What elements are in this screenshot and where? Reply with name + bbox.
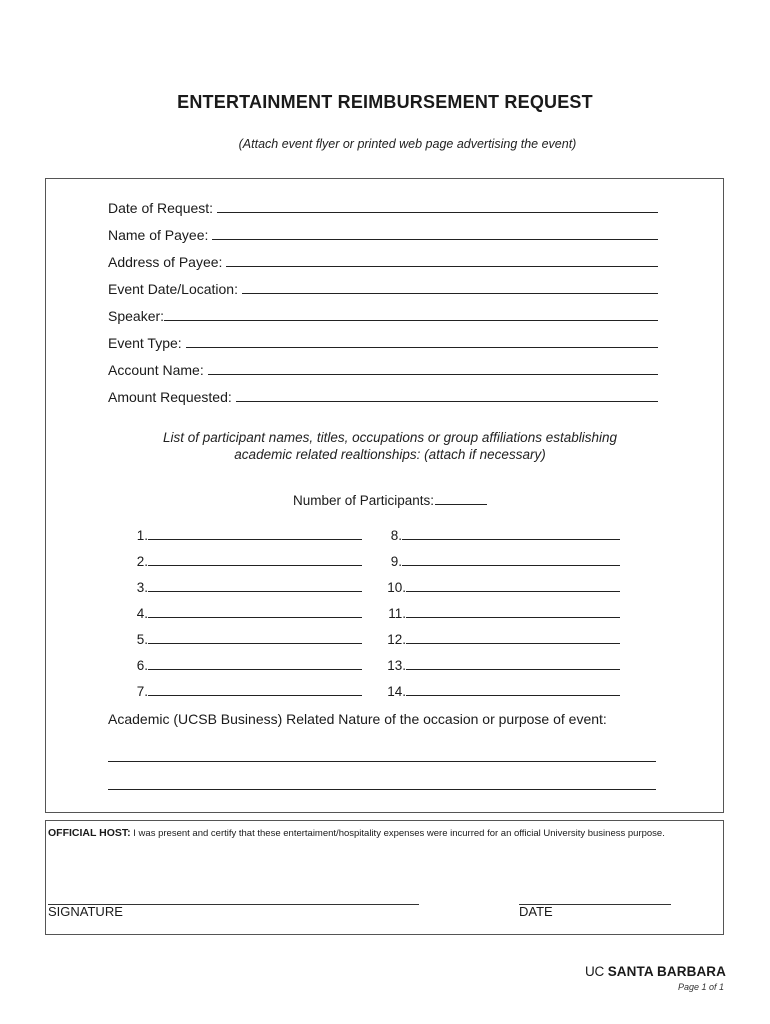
participant-number: 14. [387, 684, 406, 699]
participant-line[interactable] [148, 643, 362, 644]
participant-line[interactable] [148, 591, 362, 592]
event-date-location-field[interactable] [108, 277, 658, 297]
participant-line[interactable] [402, 539, 620, 540]
participant-line[interactable] [406, 591, 620, 592]
logo-santa-barbara: SANTA BARBARA [607, 964, 726, 979]
participant-line[interactable] [148, 565, 362, 566]
participant-instructions [108, 429, 672, 463]
participant-row[interactable] [380, 681, 620, 699]
participant-number: 3. [136, 580, 148, 595]
participant-number: 2. [136, 554, 148, 569]
account-name-field[interactable] [108, 358, 658, 378]
participant-line[interactable] [148, 617, 362, 618]
participant-number: 1. [136, 528, 148, 543]
instructions-line-2: academic related realtionships: (attach if necessary) [234, 447, 546, 462]
participant-number: 9. [390, 554, 402, 569]
field-input-line[interactable] [164, 319, 658, 321]
participant-line[interactable] [406, 669, 620, 670]
official-host-statement [48, 827, 665, 839]
participant-number: 4. [136, 606, 148, 621]
field-input-line[interactable] [236, 400, 658, 402]
page-number: Page 1 of 1 [677, 982, 724, 992]
academic-purpose-label: Academic (UCSB Business) Related Nature of the occasion or purpose of event: [108, 711, 607, 727]
field-label: Account Name: [108, 362, 204, 378]
amount-requested-field[interactable] [108, 385, 658, 405]
academic-purpose-line[interactable] [108, 789, 656, 790]
participant-row[interactable] [128, 603, 362, 621]
participant-line[interactable] [406, 643, 620, 644]
event-type-field[interactable] [108, 331, 658, 351]
participant-row[interactable] [128, 681, 362, 699]
field-label: Date of Request: [108, 200, 214, 216]
participant-row[interactable] [380, 629, 620, 647]
participant-line[interactable] [406, 695, 620, 696]
ucsb-logo [585, 964, 726, 979]
official-host-heading: OFFICIAL HOST: [48, 827, 131, 839]
number-of-participants-field[interactable] [0, 492, 770, 508]
participant-row[interactable] [128, 577, 362, 595]
date-of-request-field[interactable] [108, 196, 658, 216]
participant-number: 6. [136, 658, 148, 673]
participant-line[interactable] [148, 669, 362, 670]
participant-row[interactable] [380, 577, 620, 595]
participant-row[interactable] [128, 525, 362, 543]
participant-number: 12. [387, 632, 406, 647]
field-label: Name of Payee: [108, 227, 209, 243]
field-label: Event Date/Location: [108, 281, 238, 297]
participants-count-label: Number of Participants: [292, 493, 435, 508]
address-of-payee-field[interactable] [108, 250, 658, 270]
participant-row[interactable] [380, 603, 620, 621]
participant-number: 5. [136, 632, 148, 647]
field-input-line[interactable] [212, 238, 658, 240]
official-host-certification: I was present and certify that these entertaiment/hospitality expenses were incurred for an official University business purpose. [130, 828, 665, 839]
name-of-payee-field[interactable] [108, 223, 658, 243]
participant-number: 11. [388, 606, 406, 621]
participant-row[interactable] [380, 551, 620, 569]
participant-line[interactable] [406, 617, 620, 618]
field-input-line[interactable] [217, 211, 658, 213]
participant-row[interactable] [128, 551, 362, 569]
field-input-line[interactable] [208, 373, 658, 375]
field-input-line[interactable] [226, 265, 658, 267]
participant-row[interactable] [128, 655, 362, 673]
field-label: Address of Payee: [108, 254, 223, 270]
signature-label: SIGNATURE [48, 904, 123, 919]
participant-number: 8. [390, 528, 402, 543]
participant-row[interactable] [380, 525, 620, 543]
field-input-line[interactable] [186, 346, 658, 348]
participant-row[interactable] [380, 655, 620, 673]
date-label: DATE [519, 904, 553, 919]
field-label: Event Type: [108, 335, 182, 351]
participant-line[interactable] [402, 565, 620, 566]
field-input-line[interactable] [242, 292, 658, 294]
participant-number: 7. [136, 684, 148, 699]
instructions-line-1: List of participant names, titles, occupations or group affiliations establishing [163, 430, 617, 445]
participant-number: 13. [387, 658, 406, 673]
participant-number: 10. [387, 580, 406, 595]
participant-line[interactable] [148, 695, 362, 696]
logo-uc: UC [585, 964, 604, 979]
participant-row[interactable] [128, 629, 362, 647]
page-subtitle: (Attach event flyer or printed web page advertising the event) [238, 137, 577, 151]
field-label: Speaker: [108, 308, 165, 324]
field-label: Amount Requested: [108, 389, 232, 405]
participants-count-line[interactable] [435, 492, 487, 505]
academic-purpose-line[interactable] [108, 761, 656, 762]
speaker-field[interactable] [108, 304, 658, 324]
participant-line[interactable] [148, 539, 362, 540]
page-title: ENTERTAINMENT REIMBURSEMENT REQUEST [177, 92, 593, 112]
